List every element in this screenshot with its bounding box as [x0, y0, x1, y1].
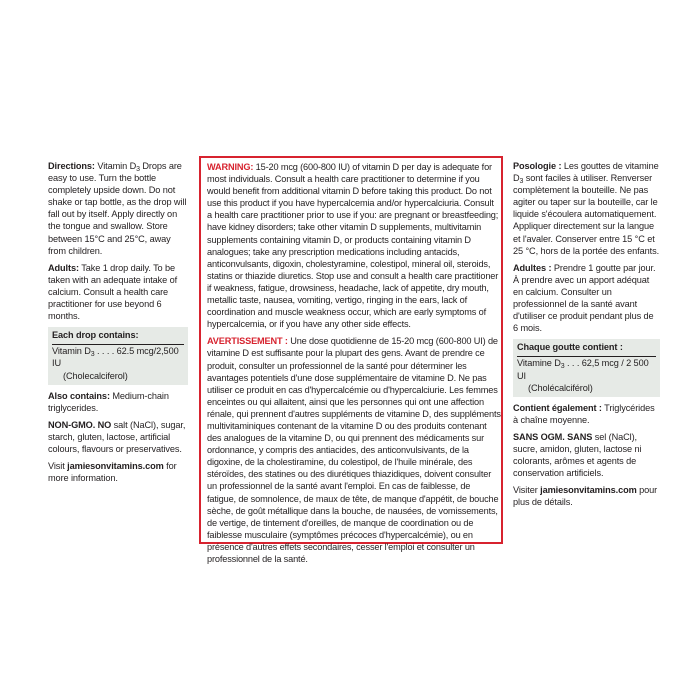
- adults-paragraph: [48, 262, 188, 322]
- posologie-label: Posologie :: [513, 161, 562, 171]
- contient-paragraph: [513, 402, 660, 426]
- website-link[interactable]: jamiesonvitamins.com: [67, 461, 164, 472]
- visit-pre: Visit: [48, 461, 65, 472]
- website-link-fr[interactable]: jamiesonvitamins.com: [540, 485, 637, 496]
- visit-post: for more information.: [48, 461, 177, 484]
- warning-text: 15-20 mcg (600-800 IU) of vitamin D per day is adequate for most individuals. Consult a health care practitioner to determine if you would benefit from additional vitamin D before taking this product. Do not use this product if you have hypercalcemia and/or hypercalciuria. Consult a health care practitioner prior to use if you: are pregnant or breastfeeding; have kidney disorders; take other vitamin D supplements, multivitamin supplements containing vitamin D, or products containing vitamin D analogues; take any prescription medications including antacids, anticonvulsants, digoxin, cholestyramine, colestipol, mineral oil, steroids, statins or thiazide diuretics. Stop use and consult a health care practitioner if weakness, fatigue, drowsiness, headache, lack of appetite, dry mouth, metallic taste, nausea, vomiting, vertigo, ringing in the ears, lack of coordination and muscle weakness occur, which are early symptoms of hypercalcemia, or if you have any other side effects.: [207, 162, 499, 330]
- directions-text: Vitamin $D_3$ Drops are easy to use. Turn the bottle completely upside down. Do not shake or tap bottle, as the drop will fall out by itself. Apply directly on the tongue and swallow. Store between 15°C and 25°C, away from children.: [48, 161, 187, 256]
- sans-ogm-label: SANS OGM. SANS: [513, 431, 593, 442]
- adultes-paragraph: [513, 262, 660, 335]
- non-gmo-paragraph: [48, 419, 188, 455]
- visiter-paragraph: [513, 484, 660, 508]
- each-drop-source: (Cholecalciferol): [63, 370, 128, 381]
- english-directions-column: [48, 160, 188, 489]
- chaque-goutte-heading: Chaque goutte contient :: [517, 342, 623, 353]
- avertissement-text: Une dose quotidienne de 15-20 mcg (600-800 UI) de vitamine D est suffisante pour la plupart des gens. Avant de prendre ce produit, consulter un professionnel de la santé pour déterminer les avantages potentiels d'une dose supplémentaire de vitamine D. Ne pas utiliser ce produit en cas d'hypercalcémie ou d'hypercalciurie. Les femmes enceintes ou qui allaitent, ainsi que les personnes qui ont une affection rénale, qui prennent d'autres suppléments de vitamine D, des suppléments multivitaminiques contenant de la vitamine D ou des produits contenant des analogues de la vitamine D, ou qui prennent des médicaments sur ordonnance, y compris des antiacides, des anticonvulsivants, de la digoxine, de la cholestiramine, du colestipol, de l'huile minérale, des stéroïdes, des statines ou des diurétiques thiazidiques, doivent consulter un professionnel de la santé avant l'emploi. En cas de faiblesse, de fatigue, de somnolence, de maux de tête, de manque d'appétit, de bouche sèche, de goût métallique dans la bouche, de nausées, de vomissements, de vertige, de tintement d'oreilles, de manque de coordination ou de faiblesse musculaire (symptômes précoces d'hypercalcémie), ou en présence d'autres effets secondaires, cesser l'emploi et consulter un professionnel de la santé.: [207, 336, 501, 564]
- also-contains-paragraph: [48, 390, 188, 414]
- also-contains-text: Medium-chain triglycerides.: [48, 390, 169, 413]
- adultes-text: Prendre 1 goutte par jour. À prendre avec un apport adéquat en calcium. Consulter un professionnel de la santé avant d'utiliser ce produit pendant plus de 6 mois.: [513, 262, 656, 334]
- sans-ogm-paragraph: [513, 431, 660, 479]
- adults-text: Take 1 drop daily. To be taken with an adequate intake of calcium. Consult a health care practitioner for use beyond 6 months.: [48, 262, 178, 322]
- warning-box: [199, 156, 503, 564]
- each-drop-line: Vitamin $D_3$ . . . . 62.5 mcg/2,500 IU: [52, 346, 179, 369]
- chaque-goutte-source: (Cholécalciférol): [528, 382, 593, 393]
- directions-label: Directions:: [48, 161, 95, 171]
- chaque-goutte-box: [513, 339, 660, 396]
- posologie-text: Les gouttes de vitamine $D_3$ sont faciles à utiliser. Renverser complètement la bouteille. Ne pas agiter ou taper sur la bouteille, car le liquide s'écoulera automatiquement. Appliquer directement sur la langue et l'avaler. Conserver entre 15 °C et 25 °C, hors de la portée des enfants.: [513, 161, 660, 256]
- contient-label: Contient également :: [513, 402, 602, 413]
- visiter-pre: Visiter: [513, 485, 538, 496]
- non-gmo-label: NON-GMO. NO: [48, 419, 112, 430]
- visiter-post: pour plus de détails.: [513, 485, 658, 508]
- sans-ogm-text: sel (NaCl), sucre, amidon, gluten, lactose ni colorants, arômes et agents de conservation artificiels.: [513, 431, 642, 479]
- posologie-paragraph: [513, 160, 660, 257]
- warning-paragraph: [207, 161, 501, 330]
- adults-label: Adults:: [48, 262, 79, 273]
- visit-paragraph: [48, 460, 188, 484]
- also-contains-label: Also contains:: [48, 390, 110, 401]
- french-directions-column: [513, 160, 660, 513]
- avertissement-label: AVERTISSEMENT :: [207, 336, 288, 347]
- warning-label: WARNING:: [207, 162, 254, 172]
- adultes-label: Adultes :: [513, 262, 552, 273]
- chaque-goutte-line: Vitamine $D_3$ . . . 62,5 mcg / 2 500 UI: [517, 358, 649, 381]
- avertissement-paragraph: [207, 335, 501, 565]
- each-drop-heading: Each drop contains:: [52, 330, 139, 341]
- each-drop-contains-box: [48, 327, 188, 384]
- contient-text: Triglycérides à chaîne moyenne.: [513, 402, 655, 425]
- non-gmo-text: salt (NaCl), sugar, starch, gluten, lactose, artificial colours, flavours or preservatives.: [48, 419, 186, 454]
- directions-paragraph: [48, 160, 188, 257]
